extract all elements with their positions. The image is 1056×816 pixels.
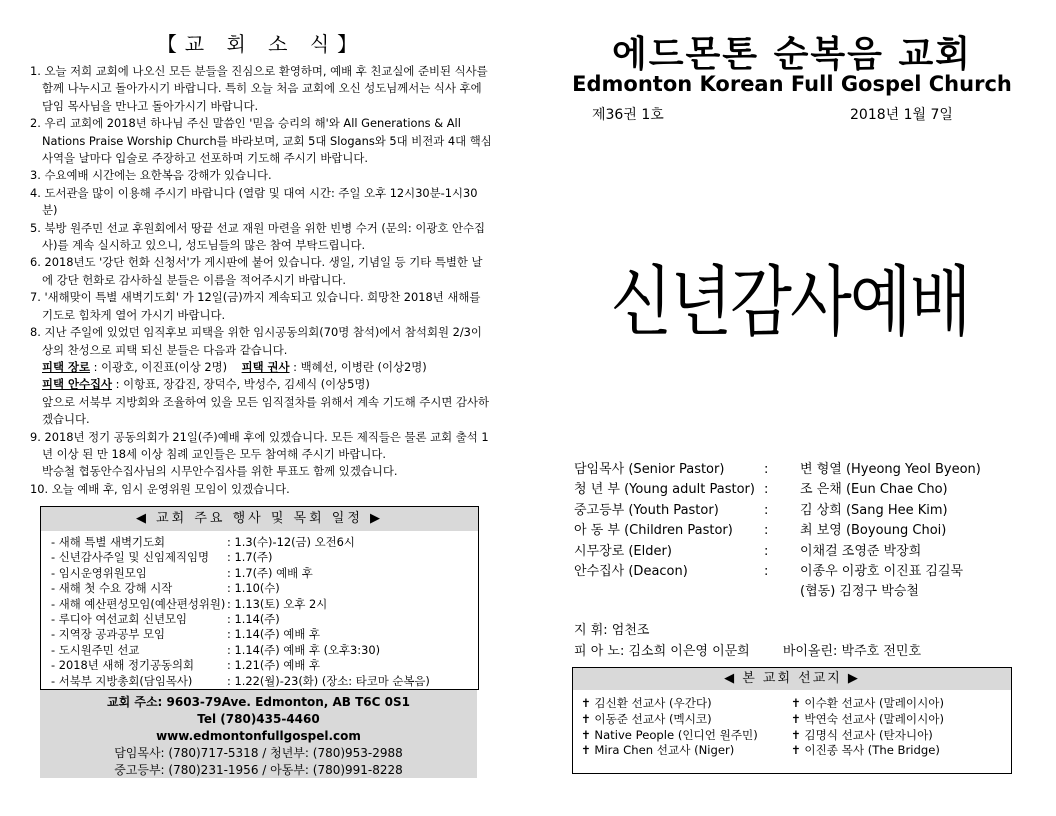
news-item: 6. 2018년도 '강단 헌화 신청서'가 게시판에 붙어 있습니다. 생일, 기념일 등 기타 특별한 날에 강단 헌화로 감사하실 분들은 이름을 적어주시기 바랍니다. — [30, 255, 483, 287]
staff-name: 최 보영 (Boyoung Choi) — [800, 523, 947, 539]
schedule-label: - 새해 첫 수요 강해 시작 — [51, 581, 173, 596]
staff-role: 안수집사 (Deacon) — [574, 564, 688, 580]
schedule-value: : 1.10(수) — [227, 581, 280, 596]
news-item: 3. 수요예배 시간에는 요한복음 강해가 있습니다. — [30, 168, 272, 183]
issue-number: 제36권 1호 — [592, 107, 664, 123]
news-item9-tail: 박승철 협동안수집사님의 시무안수집사를 위한 투표도 함께 있겠습니다. — [42, 464, 398, 479]
staff-row: 아 동 부 (Children Pastor) : 최 보영 (Boyoung Choi) — [574, 521, 981, 541]
news-item8-tail: 앞으로 서북부 지방회와 조율하여 있을 모든 임직절차를 위해서 계속 기도해 주시면 감사하겠습니다. — [42, 394, 489, 427]
missionary-item: ✝ 이수환 선교사 (말레이시아) — [791, 696, 945, 710]
news-item: 1. 오늘 저희 교회에 나오신 모든 분들을 진심으로 환영하며, 예배 후 친교실에 준비된 식사를 함께 나누시고 돌아가시기 바랍니다. 특히 오늘 처음 교회에 오신 성도님께서는 식사 후에 담임 목사님을 만나고 돌아가시기 바랍니다. — [30, 64, 488, 113]
missionaries-title: ◀ 본 교회 선교지 ▶ — [573, 668, 1011, 690]
news-item: 10. 오늘 예배 후, 임시 운영위원 모임이 있겠습니다. — [30, 481, 290, 496]
pastor-phone: 담임목사: (780)717-5318 / 청년부: (780)953-2988 — [114, 746, 403, 760]
youth-phone: 중고등부: (780)231-1956 / 아동부: (780)991-8228 — [114, 763, 403, 777]
elect-kwonsa: : 백혜선, 이병란 (이상2명) — [289, 359, 427, 374]
conductor: 지 휘: 엄천조 — [574, 623, 650, 638]
schedule-row — [51, 535, 478, 550]
news-item: 8. 지난 주일에 있었던 임직후보 피택을 위한 임시공동의회(70명 참석)에서 참석회원 2/3이상의 찬성으로 피택 되신 분들은 다음과 같습니다. — [30, 325, 482, 357]
schedule-list — [41, 531, 478, 689]
staff-name: 조 은채 (Eun Chae Cho) — [800, 482, 948, 498]
schedule-value: : 1.3(수)-12(금) 오전6시 — [227, 535, 355, 549]
schedule-row — [51, 658, 478, 673]
schedule-label: - 지역장 공과공부 모임 — [51, 627, 166, 642]
staff-name: 김 상희 (Sang Hee Kim) — [800, 502, 948, 518]
church-title-korean: 에드몬톤 순복음 교회 — [611, 34, 973, 75]
contact-box — [40, 690, 477, 778]
service-theme: 신년감사예배 — [610, 258, 970, 348]
schedule-label: - 도시원주민 선교 — [51, 642, 140, 657]
staff-list — [574, 460, 981, 603]
schedule-row — [51, 643, 478, 658]
news-section — [30, 28, 492, 498]
schedule-row — [51, 597, 478, 612]
staff-role: 중고등부 (Youth Pastor) — [574, 502, 719, 518]
music-team — [574, 620, 921, 662]
staff-name: 변 형열 (Hyeong Yeol Byeon) — [800, 462, 981, 477]
missionary-item: ✝ 이진종 목사 (The Bridge) — [791, 743, 940, 758]
church-website-link[interactable]: www.edmontonfullgospel.com — [156, 729, 361, 743]
schedule-row — [51, 550, 478, 565]
elected-elders-kwonsa — [30, 359, 492, 376]
schedule-value: : 1.21(주) 예배 후 — [227, 658, 320, 673]
schedule-value: : 1.14(주) — [227, 612, 280, 627]
schedule-label: - 서북부 지방총회(담임목사) — [51, 673, 193, 688]
missionary-item: ✝ 김신환 선교사 (우간다) — [581, 696, 712, 710]
schedule-value: : 1.22(월)-23(화) (장소: 타코마 순복음) — [227, 673, 430, 688]
news-item: 2. 우리 교회에 2018년 하나님 주신 말씀인 '믿음 승리의 해'와 All Generations & All Nations Praise Worship Church를 바라보며, 교회 5대 Slogans와 5대 비전과 4대 핵심 사역을 날마다 입술로 주장하고 선포하며 기도해 주시기 바랍니다. — [30, 116, 492, 166]
missionaries-box — [572, 667, 1012, 774]
schedule-row — [51, 612, 478, 627]
missionary-item: ✝ 이동준 선교사 (멕시코) — [581, 711, 712, 726]
news-item: 9. 2018년 정기 공동의회가 21일(주)예배 후에 있겠습니다. 모든 제직들은 물론 교회 출석 1년 이상 된 만 18세 이상 침례 교인들은 모두 참여해 주시기 바랍니다. — [30, 429, 489, 461]
elect-elder: : 이광호, 이진표(이상 2명) — [89, 359, 228, 374]
elect-elder-label: 피택 장로 — [42, 359, 90, 374]
staff-role: 시무장로 (Elder) — [574, 543, 672, 559]
schedule-label: - 루디아 여선교회 신년모임 — [51, 612, 188, 627]
pianists: 피 아 노: 김소희 이은영 이문희 — [574, 644, 750, 659]
staff-row: 청 년 부 (Young adult Pastor) : 조 은채 (Eun Chae Cho) — [574, 480, 981, 500]
schedule-box — [40, 506, 479, 690]
violinists: 바이올린: 박주호 전민호 — [782, 644, 922, 659]
schedule-row — [51, 581, 478, 596]
staff-role — [574, 582, 764, 602]
staff-role: 담임목사 (Senior Pastor) — [574, 462, 725, 477]
church-tel: Tel (780)435-4460 — [197, 712, 320, 726]
schedule-row — [51, 674, 478, 689]
missionary-item: ✝ Native People (인디언 원주민) — [581, 727, 758, 742]
schedule-value: : 1.13(토) 오후 2시 — [227, 596, 328, 611]
schedule-label: - 신년감사주일 및 신임제직임명 — [51, 550, 210, 565]
schedule-label: - 새해 예산편성모임(예산편성위원) — [51, 596, 226, 611]
schedule-title: ◀ 교회 주요 행사 및 목회 일정 ▶ — [41, 507, 478, 531]
staff-row: 시무장로 (Elder) : 이채걸 조영준 박장희 — [574, 542, 981, 562]
news-list — [30, 63, 492, 498]
schedule-label: - 새해 특별 새벽기도회 — [51, 535, 166, 549]
missionary-item: ✝ 김명식 선교사 (탄자니아) — [791, 727, 933, 742]
staff-role: 아 동 부 (Children Pastor) — [574, 523, 733, 539]
missionary-item: ✝ Mira Chen 선교사 (Niger) — [581, 743, 735, 758]
schedule-row — [51, 627, 478, 642]
schedule-label: - 2018년 새해 정기공동의회 — [51, 658, 194, 673]
church-address: 교회 주소: 9603-79Ave. Edmonton, AB T6C 0S1 — [107, 695, 410, 709]
schedule-value: : 1.7(주) 예배 후 — [227, 565, 313, 580]
staff-row: 담임목사 (Senior Pastor) : 변 형열 (Hyeong Yeol Byeon) — [574, 460, 981, 480]
elect-deacon-label: 피택 안수집사 — [42, 377, 112, 392]
staff-role: 청 년 부 (Young adult Pastor) — [574, 482, 755, 498]
missionary-item: ✝ 박연숙 선교사 (말레이시아) — [791, 711, 945, 726]
news-item: 7. '새해맞이 특별 새벽기도회' 가 12일(금)까지 계속되고 있습니다. 희망찬 2018년 새해를 기도로 힘차게 열어 가시기 바랍니다. — [30, 290, 481, 322]
staff-row: 안수집사 (Deacon) : 이종우 이광호 이진표 김길묵 — [574, 562, 981, 582]
music-row — [574, 641, 921, 662]
elect-kwonsa-label: 피택 권사 — [241, 359, 290, 374]
staff-name: (협동) 김정구 박승철 — [800, 584, 919, 600]
news-item: 5. 북방 원주민 선교 후원회에서 땅끝 선교 재원 마련을 위한 빈병 수거 (문의: 이광호 안수집사)를 계속 실시하고 있으니, 성도님들의 많은 참여 부탁드립니다. — [30, 220, 485, 253]
elected-deacons — [30, 376, 492, 393]
staff-name: 이종우 이광호 이진표 김길묵 — [800, 564, 964, 580]
schedule-row — [51, 566, 478, 581]
bulletin-date: 2018년 1월 7일 — [850, 107, 953, 123]
news-item: 4. 도서관을 많이 이용해 주시기 바랍니다 (열람 및 대여 시간: 주일 오후 12시30분-1시30분) — [30, 185, 478, 218]
elect-deacon: : 이항표, 장갑진, 장덕수, 박성수, 김세식 (이상5명) — [112, 377, 370, 392]
church-title-english: Edmonton Korean Full Gospel Church — [572, 72, 1012, 96]
schedule-value: : 1.14(주) 예배 후 (오후3:30) — [227, 642, 381, 657]
schedule-label: - 임시운영위원모임 — [51, 565, 147, 580]
staff-name: 이채걸 조영준 박장희 — [800, 543, 922, 559]
missionaries-list — [573, 690, 1011, 759]
staff-row: 중고등부 (Youth Pastor) : 김 상희 (Sang Hee Kim) — [574, 501, 981, 521]
schedule-value: : 1.7(주) — [227, 550, 273, 565]
staff-row — [574, 582, 981, 602]
news-title: 【교 회 소 식】 — [156, 32, 366, 56]
schedule-value: : 1.14(주) 예배 후 — [227, 627, 320, 642]
